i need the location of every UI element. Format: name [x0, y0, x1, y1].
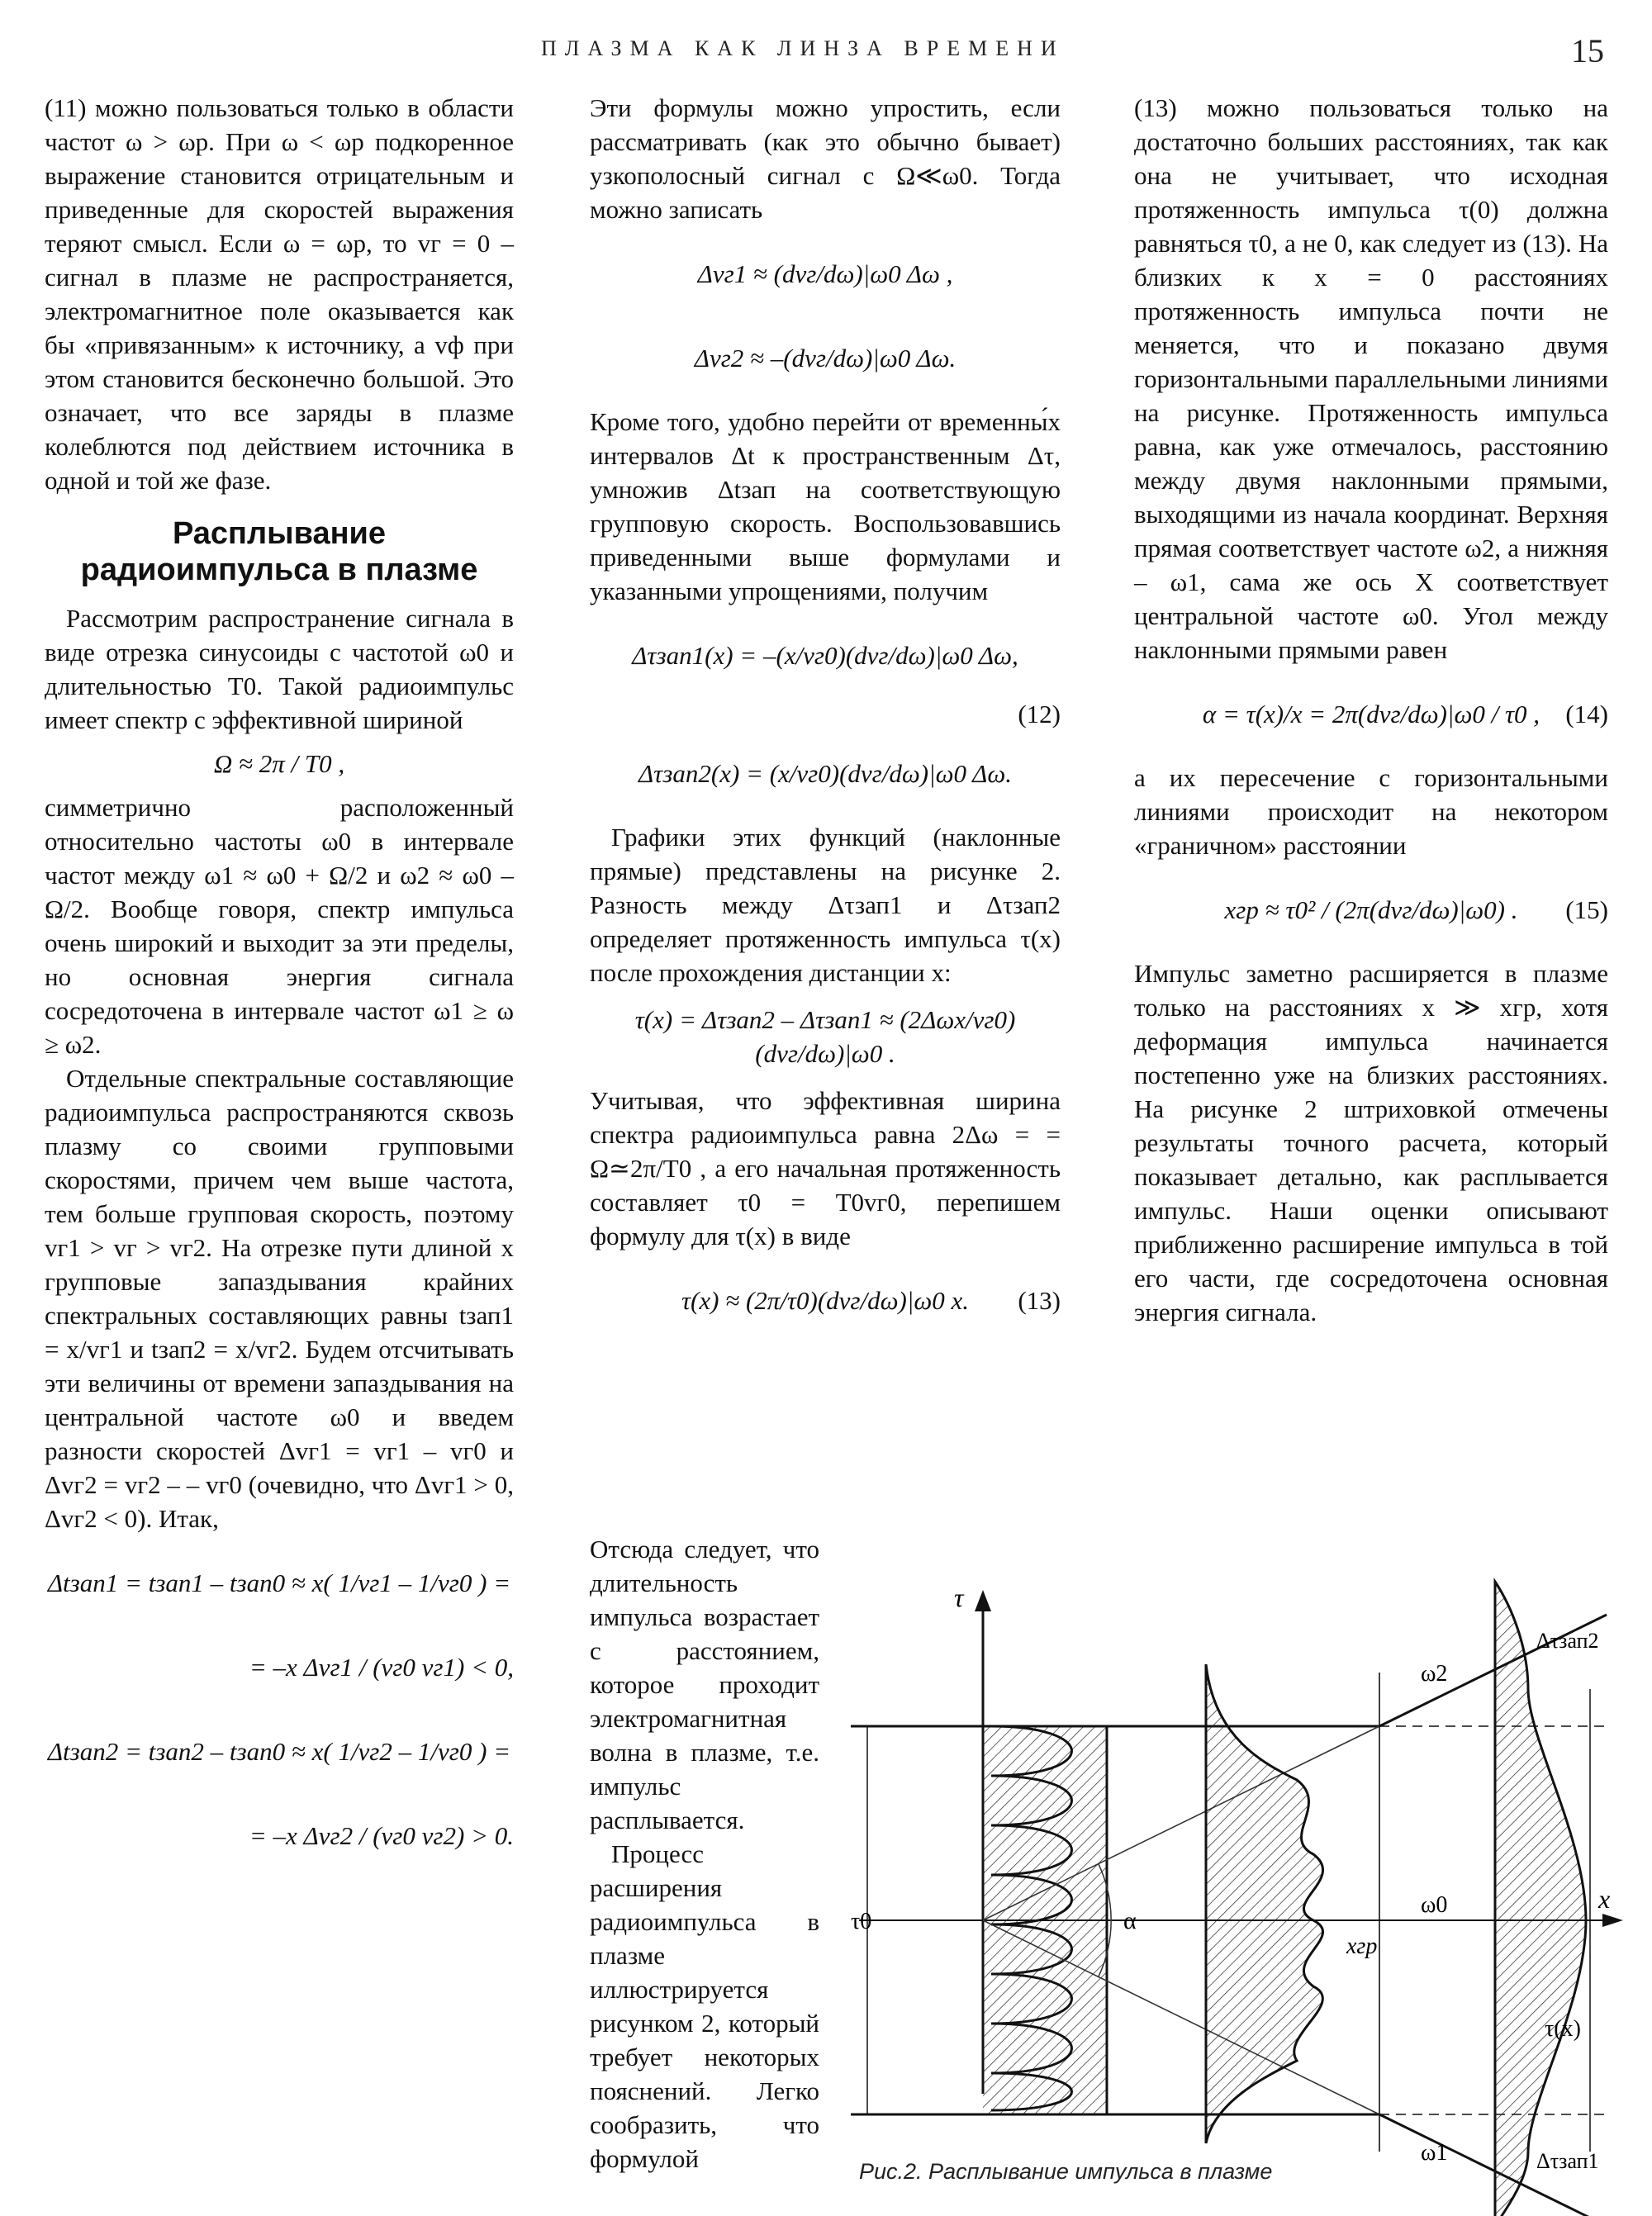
paragraph: Учитывая, что эффективная ширина спектра радиоимпульса равна 2Δω = = Ω≃2π/T0 , а его начальная протяженность составляет τ0 = T0vг0, перепишем формулу для τ(x) в виде [590, 1086, 1061, 1250]
paragraph: симметрично расположенный относительно частоты ω0 в интервале частот между ω1 ≈ ω0 + Ω/2 и ω2 ≈ ω0 – Ω/2. Вообще говоря, спектр импульса очень широкий и выходит за эти пределы, но основная энергия сигнала сосредоточена в интервале частот ω1 ≥ ω ≥ ω2. [45, 793, 514, 1059]
column-3 [1134, 91, 1608, 1329]
equation-dt1: Δtзап1 = tзап1 – tзап0 ≈ x( 1/vг1 – 1/vг0 ) = [47, 1568, 511, 1597]
equation-dt2: Δtзап2 = tзап2 – tзап0 ≈ x( 1/vг2 – 1/vг0 ) = [47, 1736, 511, 1766]
middle-pulse [1206, 1664, 1323, 2143]
paragraph: Импульс заметно расширяется в плазме только на расстояниях x ≫ xгр, хотя деформация импульса начинается постепенно уже на близких расстояниях. На рисунке 2 штриховкой отмечены результаты точного расчета, который показывает детально, как расплывается импульс. Наши оценки описывают приближенно расширение импульса в той его части, где сосредоточена основная энергия сигнала. [1134, 959, 1608, 1326]
equation-text: α = τ(x)/x = 2π(dvг/dω)|ω0 / τ0 , [1202, 699, 1540, 728]
paragraph: Отсюда следует, что длительность импульса возрастает с расстоянием, которое проходит электромагнитная волна в плазме, т.е. импульс расплывается. [590, 1535, 819, 1834]
paragraph: (13) можно пользоваться только на достаточно больших расстояниях, так как она не учитывает, что исходная протяженность импульса τ(0) должна равняться τ0, а не 0, как следует из (13). На близких к x = 0 расстояниях протяженность импульса почти не меняется, что и показано двумя горизонтальными параллельными линиями на рисунке. Протяженность импульса равна, как уже отмечалось, расстоянию между двумя наклонными прямыми, выходящими из начала координат. Верхняя прямая соответствует частоте ω2, а нижняя – ω1, сама же ось X соответствует центральной частоте ω0. Угол между наклонными прямыми равен [1134, 93, 1608, 664]
tau-x-label: τ(x) [1545, 2016, 1581, 2042]
paragraph: Графики этих функций (наклонные прямые) представлены на рисунке 2. Разность между Δτзап1 и Δτзап2 определяет протяженность импульса τ(x) после прохождения дистанции x: [590, 823, 1061, 987]
far-pulse [1495, 1582, 1586, 2216]
equation-15 [1134, 872, 1608, 947]
section-title: Расплывание радиоимпульса в плазме [80, 516, 478, 587]
alpha-label: α [1123, 1907, 1137, 1934]
x-axis-label: x [1598, 1884, 1611, 1914]
equation-text: τ(x) ≈ (2π/τ0)(dvг/dω)|ω0 x. [681, 1285, 970, 1315]
omega0-label: ω0 [1421, 1892, 1448, 1918]
equation-dtau1 [590, 618, 1061, 692]
equation-dt2-result: = –x Δvг2 / (vг0 vг2) > 0. [249, 1820, 514, 1850]
paragraph: Кроме того, удобно перейти от временны́х интервалов Δt к пространственным Δτ, умножив Δtзап на соответствующую групповую скорость. Воспользовавшись приведенными выше формулами и указанными упрощениями, получим [590, 407, 1061, 605]
equation-number: (13) [1018, 1285, 1061, 1315]
equation-text: Δτзап1(x) = –(x/vг0)(dvг/dω)|ω0 Δω, [632, 640, 1018, 670]
dtau2-label: Δτзап2 [1536, 1629, 1599, 1653]
equation-13 [590, 1263, 1061, 1337]
equation-text: xгр ≈ τ0² / (2π(dvг/dω)|ω0) . [1224, 894, 1518, 924]
running-head: ПЛАЗМА КАК ЛИНЗА ВРЕМЕНИ [541, 36, 1065, 60]
paragraph: Эти формулы можно упростить, если рассматривать (как это обычно бывает) узкополосный сигнал с Ω≪ω0. Тогда можно записать [590, 93, 1061, 224]
equation-omega: Ω ≈ 2π / T0 , [213, 749, 345, 778]
x-axis-arrow [1602, 1914, 1623, 1927]
equation-14 [1134, 676, 1608, 751]
paragraph: Процесс расширения радиоимпульса в плазме иллюстрируется рисунком 2, который требует некоторых пояснений. Легко сообразить, что формулой [590, 1839, 819, 2173]
equation-number-12 [590, 697, 1061, 731]
equation-dv2: Δvг2 ≈ –(dvг/dω)|ω0 Δω. [694, 343, 957, 372]
tau-axis-arrow [975, 1590, 991, 1611]
paragraph: (11) можно пользоваться только в области частот ω > ωp. При ω < ωp подкоренное выражение становится отрицательным и приведенные для скоростей выражения теряют смысл. Если ω = ωp, то vг = 0 – сигнал в плазме не распространяется, электромагнитное поле оказывается как бы «привязанным» к источнику, а vф при этом становится бесконечно большой. Это означает, что все заряды в плазме колеблются под действием источника в одной и той же фазе. [45, 93, 514, 495]
initial-pulse-hatch [983, 1726, 1107, 2114]
dtau1-label: Δτзап1 [1536, 2149, 1599, 2173]
tau-axis-label: τ [954, 1583, 964, 1612]
column-1 [45, 91, 514, 1882]
column-2 [590, 91, 1061, 1347]
equation-dv1: Δvг1 ≈ (dvг/dω)|ω0 Δω , [697, 259, 953, 288]
omega1-label: ω1 [1421, 2140, 1448, 2166]
equation-number: (15) [1565, 894, 1608, 924]
equation-dt1-result: = –x Δvг1 / (vг0 vг1) < 0, [249, 1652, 514, 1682]
equation-tau: τ(x) = Δτзап2 – Δτзап1 ≈ (2Δωx/vг0)(dvг/dω)|ω0 . [634, 1005, 1016, 1068]
xgr-label: xгр [1346, 1934, 1378, 1959]
equation-number: (14) [1565, 699, 1608, 728]
paragraph: Рассмотрим распространение сигнала в виде отрезка синусоиды с частотой ω0 и длительностью T0. Такой радиоимпульс имеет спектр с эффективной шириной [45, 604, 514, 734]
figure-caption: Рис.2. Расплывание импульса в плазме [859, 2159, 1273, 2184]
paragraph: Отдельные спектральные составляющие радиоимпульса распространяются сквозь плазму со своими групповыми скоростями, причем чем выше частота, тем больше групповая скорость, поэтому vг1 > vг > vг2. На отрезке пути длиной x групповые запаздывания крайних спектральных составляющих равны tзап1 = x/vг1 и tзап2 = x/vг2. Будем отсчитывать эти величины от времени запаздывания на центральной частоте ω0 и введем разности скоростей Δvг1 = vг1 – vг0 и Δvг2 = vг2 – – vг0 (очевидно, что Δvг1 > 0, Δvг2 < 0). Итак, [45, 1064, 514, 1533]
equation-number: (12) [1018, 700, 1061, 728]
omega2-label: ω2 [1421, 1661, 1448, 1687]
tau0-label: τ0 [851, 1909, 872, 1934]
page-number: 15 [1571, 32, 1604, 69]
paragraph: а их пересечение с горизонтальными линиями происходит на некотором «граничном» расстоянии [1134, 763, 1608, 860]
equation-dtau2: Δτзап2(x) = (x/vг0)(dvг/dω)|ω0 Δω. [638, 758, 1012, 788]
column-2-wrap [590, 1532, 819, 2176]
